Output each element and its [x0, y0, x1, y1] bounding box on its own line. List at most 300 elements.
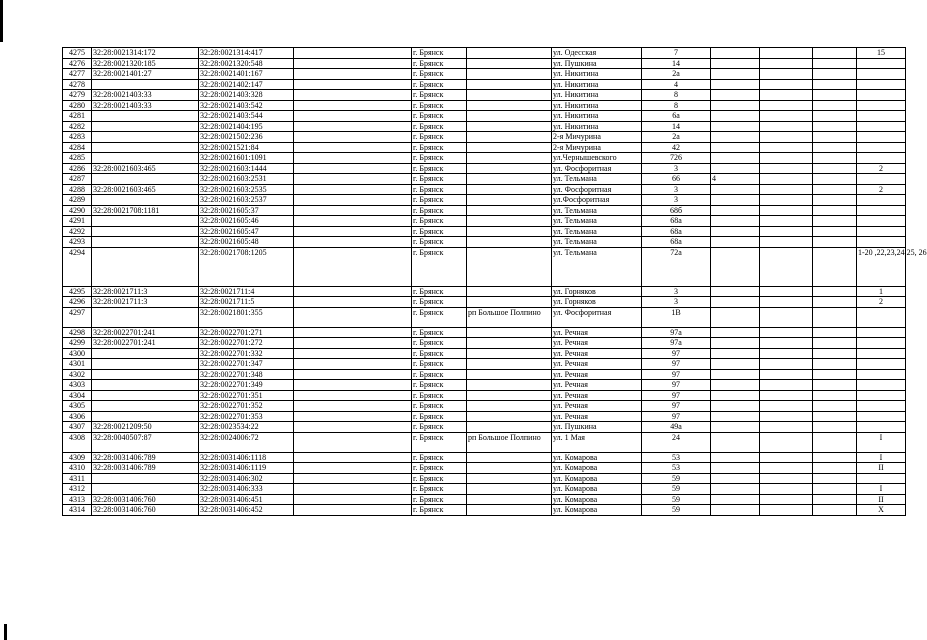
house-number-cell: 59	[642, 484, 711, 495]
house-number-cell: 68б	[642, 205, 711, 216]
apartment-cell	[857, 69, 906, 80]
building-cadastral-cell: 32:28:0021605:37	[199, 205, 294, 216]
building-cadastral-cell: 32:28:0022701:347	[199, 359, 294, 370]
building-cadastral-cell: 32:28:0021708:1205	[199, 247, 294, 286]
table-row	[63, 121, 906, 132]
table-row	[63, 48, 906, 59]
apartment-cell	[857, 307, 906, 327]
building-part-cell	[711, 90, 760, 101]
apartment-cell	[857, 359, 906, 370]
blank-cell	[294, 432, 412, 452]
blank-cell	[294, 359, 412, 370]
building-cadastral-cell: 32:28:0021711:4	[199, 286, 294, 297]
building-part-cell	[711, 473, 760, 484]
land-cadastral-cell: 32:28:0021711:3	[92, 297, 199, 308]
building-cadastral-cell: 32:28:0031406:452	[199, 505, 294, 516]
land-cadastral-cell: 32:28:0031406:789	[92, 463, 199, 474]
blank-cell	[813, 121, 857, 132]
building-cadastral-cell: 32:28:0024006:72	[199, 432, 294, 452]
blank-cell	[813, 142, 857, 153]
house-number-cell: 7	[642, 48, 711, 59]
building-cadastral-cell: 32:28:0021605:48	[199, 237, 294, 248]
blank-cell	[294, 153, 412, 164]
blank-cell	[760, 79, 813, 90]
blank-cell	[813, 463, 857, 474]
blank-cell	[813, 473, 857, 484]
apartment-cell	[857, 422, 906, 433]
settlement-cell	[467, 422, 552, 433]
land-cadastral-cell: 32:28:0031406:789	[92, 452, 199, 463]
building-cadastral-cell: 32:28:0021502:236	[199, 132, 294, 143]
building-cadastral-cell: 32:28:0022701:351	[199, 390, 294, 401]
building-part-cell	[711, 390, 760, 401]
blank-cell	[760, 307, 813, 327]
blank-cell	[294, 184, 412, 195]
street-cell: ул. Тельмана	[552, 205, 642, 216]
blank-cell	[813, 205, 857, 216]
blank-cell	[294, 142, 412, 153]
land-cadastral-cell	[92, 390, 199, 401]
settlement-cell: рп Большое Полпино	[467, 307, 552, 327]
blank-cell	[813, 195, 857, 206]
row-number-cell: 4300	[63, 348, 92, 359]
land-cadastral-cell	[92, 380, 199, 391]
table-row	[63, 411, 906, 422]
building-cadastral-cell: 32:28:0021403:328	[199, 90, 294, 101]
blank-cell	[813, 100, 857, 111]
city-cell: г. Брянск	[412, 401, 467, 412]
blank-cell	[294, 297, 412, 308]
land-cadastral-cell	[92, 369, 199, 380]
row-number-cell: 4306	[63, 411, 92, 422]
city-cell: г. Брянск	[412, 121, 467, 132]
blank-cell	[813, 153, 857, 164]
settlement-cell	[467, 463, 552, 474]
land-cadastral-cell	[92, 307, 199, 327]
city-cell: г. Брянск	[412, 338, 467, 349]
land-cadastral-cell	[92, 247, 199, 286]
building-cadastral-cell: 32:28:0022701:332	[199, 348, 294, 359]
blank-cell	[294, 452, 412, 463]
table-row	[63, 338, 906, 349]
house-number-cell: 97а	[642, 327, 711, 338]
street-cell: ул. Никитина	[552, 69, 642, 80]
table-row	[63, 505, 906, 516]
blank-cell	[813, 411, 857, 422]
street-cell: ул. Речная	[552, 411, 642, 422]
house-number-cell: 14	[642, 121, 711, 132]
row-number-cell: 4307	[63, 422, 92, 433]
land-cadastral-cell: 32:28:0022701:241	[92, 338, 199, 349]
street-cell: ул. Горняков	[552, 286, 642, 297]
blank-cell	[813, 422, 857, 433]
street-cell: ул. Пушкина	[552, 58, 642, 69]
house-number-cell: 49а	[642, 422, 711, 433]
building-part-cell	[711, 484, 760, 495]
row-number-cell: 4289	[63, 195, 92, 206]
apartment-cell	[857, 195, 906, 206]
blank-cell	[813, 226, 857, 237]
land-cadastral-cell: 32:28:0021603:465	[92, 163, 199, 174]
street-cell: ул. Комарова	[552, 452, 642, 463]
building-part-cell	[711, 432, 760, 452]
blank-cell	[760, 111, 813, 122]
table-row	[63, 390, 906, 401]
blank-cell	[294, 401, 412, 412]
settlement-cell	[467, 286, 552, 297]
land-cadastral-cell: 32:28:0031406:760	[92, 505, 199, 516]
table-row	[63, 297, 906, 308]
row-number-cell: 4295	[63, 286, 92, 297]
row-number-cell: 4277	[63, 69, 92, 80]
building-part-cell	[711, 307, 760, 327]
settlement-cell	[467, 163, 552, 174]
land-cadastral-cell	[92, 348, 199, 359]
blank-cell	[760, 422, 813, 433]
blank-cell	[760, 226, 813, 237]
table-row	[63, 369, 906, 380]
settlement-cell	[467, 142, 552, 153]
table-row	[63, 380, 906, 391]
street-cell: ул. Тельмана	[552, 216, 642, 227]
city-cell: г. Брянск	[412, 422, 467, 433]
table-row	[63, 484, 906, 495]
apartment-cell	[857, 237, 906, 248]
blank-cell	[294, 463, 412, 474]
settlement-cell	[467, 247, 552, 286]
street-cell: ул. Никитина	[552, 100, 642, 111]
land-cadastral-cell	[92, 142, 199, 153]
blank-cell	[294, 422, 412, 433]
building-part-cell	[711, 463, 760, 474]
city-cell: г. Брянск	[412, 473, 467, 484]
row-number-cell: 4305	[63, 401, 92, 412]
house-number-cell: 4	[642, 79, 711, 90]
left-edge-mark-top	[0, 0, 3, 42]
settlement-cell	[467, 111, 552, 122]
blank-cell	[294, 494, 412, 505]
settlement-cell	[467, 484, 552, 495]
apartment-cell	[857, 174, 906, 185]
settlement-cell	[467, 90, 552, 101]
blank-cell	[760, 484, 813, 495]
building-part-cell	[711, 359, 760, 370]
table-row	[63, 473, 906, 484]
land-cadastral-cell	[92, 132, 199, 143]
settlement-cell	[467, 473, 552, 484]
row-number-cell: 4299	[63, 338, 92, 349]
blank-cell	[813, 48, 857, 59]
blank-cell	[760, 327, 813, 338]
house-number-cell: 66	[642, 174, 711, 185]
land-cadastral-cell	[92, 484, 199, 495]
city-cell: г. Брянск	[412, 237, 467, 248]
building-part-cell	[711, 494, 760, 505]
apartment-cell: 1-20 ,22,23,24,25, 26	[857, 247, 906, 286]
street-cell: ул. Комарова	[552, 505, 642, 516]
table-row	[63, 463, 906, 474]
building-part-cell	[711, 422, 760, 433]
land-cadastral-cell	[92, 237, 199, 248]
building-part-cell: 4	[711, 174, 760, 185]
row-number-cell: 4276	[63, 58, 92, 69]
building-cadastral-cell: 32:28:0031406:1118	[199, 452, 294, 463]
house-number-cell: 726	[642, 153, 711, 164]
house-number-cell: 53	[642, 463, 711, 474]
settlement-cell	[467, 348, 552, 359]
house-number-cell: 6а	[642, 111, 711, 122]
land-cadastral-cell: 32:28:0021711:3	[92, 286, 199, 297]
row-number-cell: 4280	[63, 100, 92, 111]
house-number-cell: 8	[642, 100, 711, 111]
blank-cell	[294, 226, 412, 237]
building-part-cell	[711, 505, 760, 516]
apartment-cell	[857, 348, 906, 359]
building-part-cell	[711, 297, 760, 308]
settlement-cell	[467, 100, 552, 111]
building-cadastral-cell: 32:28:0021521:84	[199, 142, 294, 153]
building-part-cell	[711, 132, 760, 143]
building-part-cell	[711, 111, 760, 122]
land-cadastral-cell: 32:28:0021603:465	[92, 184, 199, 195]
table-row	[63, 452, 906, 463]
table-row	[63, 184, 906, 195]
house-number-cell: 97	[642, 411, 711, 422]
house-number-cell: 2а	[642, 69, 711, 80]
building-cadastral-cell: 32:28:0022701:353	[199, 411, 294, 422]
street-cell: ул. Речная	[552, 401, 642, 412]
blank-cell	[813, 452, 857, 463]
building-part-cell	[711, 411, 760, 422]
settlement-cell	[467, 184, 552, 195]
street-cell: ул. Речная	[552, 380, 642, 391]
blank-cell	[760, 401, 813, 412]
house-number-cell: 97а	[642, 338, 711, 349]
blank-cell	[760, 463, 813, 474]
settlement-cell	[467, 505, 552, 516]
blank-cell	[760, 216, 813, 227]
street-cell: ул. Речная	[552, 359, 642, 370]
building-part-cell	[711, 216, 760, 227]
row-number-cell: 4285	[63, 153, 92, 164]
row-number-cell: 4301	[63, 359, 92, 370]
blank-cell	[813, 359, 857, 370]
blank-cell	[813, 90, 857, 101]
city-cell: г. Брянск	[412, 452, 467, 463]
blank-cell	[294, 237, 412, 248]
blank-cell	[813, 174, 857, 185]
land-cadastral-cell	[92, 111, 199, 122]
blank-cell	[294, 338, 412, 349]
row-number-cell: 4304	[63, 390, 92, 401]
street-cell: ул. Речная	[552, 327, 642, 338]
street-cell: ул. Комарова	[552, 473, 642, 484]
blank-cell	[813, 79, 857, 90]
table-row	[63, 327, 906, 338]
table-row	[63, 174, 906, 185]
city-cell: г. Брянск	[412, 153, 467, 164]
house-number-cell: 68а	[642, 226, 711, 237]
blank-cell	[760, 90, 813, 101]
blank-cell	[760, 359, 813, 370]
city-cell: г. Брянск	[412, 297, 467, 308]
table-row	[63, 247, 906, 286]
blank-cell	[760, 174, 813, 185]
blank-cell	[760, 48, 813, 59]
row-number-cell: 4296	[63, 297, 92, 308]
building-cadastral-cell: 32:28:0021603:1444	[199, 163, 294, 174]
street-cell: ул. Одесская	[552, 48, 642, 59]
blank-cell	[294, 380, 412, 391]
street-cell: ул. Тельмана	[552, 237, 642, 248]
blank-cell	[813, 307, 857, 327]
row-number-cell: 4294	[63, 247, 92, 286]
blank-cell	[760, 390, 813, 401]
city-cell: г. Брянск	[412, 58, 467, 69]
blank-cell	[294, 69, 412, 80]
apartment-cell	[857, 121, 906, 132]
settlement-cell	[467, 411, 552, 422]
house-number-cell: 2а	[642, 132, 711, 143]
building-cadastral-cell: 32:28:0021711:5	[199, 297, 294, 308]
row-number-cell: 4292	[63, 226, 92, 237]
blank-cell	[760, 505, 813, 516]
table-row	[63, 226, 906, 237]
building-cadastral-cell: 32:28:0022701:272	[199, 338, 294, 349]
apartment-cell	[857, 79, 906, 90]
house-number-cell: 14	[642, 58, 711, 69]
house-number-cell: 68а	[642, 237, 711, 248]
building-part-cell	[711, 380, 760, 391]
city-cell: г. Брянск	[412, 505, 467, 516]
building-cadastral-cell: 32:28:0021404:195	[199, 121, 294, 132]
blank-cell	[760, 205, 813, 216]
blank-cell	[760, 380, 813, 391]
city-cell: г. Брянск	[412, 411, 467, 422]
row-number-cell: 4314	[63, 505, 92, 516]
building-part-cell	[711, 184, 760, 195]
apartment-cell: I	[857, 484, 906, 495]
building-part-cell	[711, 247, 760, 286]
row-number-cell: 4278	[63, 79, 92, 90]
building-part-cell	[711, 195, 760, 206]
building-cadastral-cell: 32:28:0021605:46	[199, 216, 294, 227]
building-cadastral-cell: 32:28:0021314:417	[199, 48, 294, 59]
city-cell: г. Брянск	[412, 48, 467, 59]
street-cell: 2-я Мичурина	[552, 132, 642, 143]
settlement-cell	[467, 205, 552, 216]
land-cadastral-cell: 32:28:0021403:33	[92, 100, 199, 111]
house-number-cell: 24	[642, 432, 711, 452]
street-cell: ул. Горняков	[552, 297, 642, 308]
settlement-cell	[467, 338, 552, 349]
street-cell: ул. 1 Мая	[552, 432, 642, 452]
row-number-cell: 4298	[63, 327, 92, 338]
apartment-cell	[857, 327, 906, 338]
blank-cell	[760, 369, 813, 380]
street-cell: ул. Никитина	[552, 90, 642, 101]
house-number-cell: 59	[642, 494, 711, 505]
left-edge-mark-bottom	[4, 624, 7, 640]
building-part-cell	[711, 286, 760, 297]
settlement-cell	[467, 69, 552, 80]
building-part-cell	[711, 153, 760, 164]
street-cell: ул. Никитина	[552, 79, 642, 90]
apartment-cell	[857, 216, 906, 227]
table-row	[63, 153, 906, 164]
apartment-cell: II	[857, 494, 906, 505]
row-number-cell: 4284	[63, 142, 92, 153]
blank-cell	[760, 297, 813, 308]
house-number-cell: 59	[642, 505, 711, 516]
table-row	[63, 100, 906, 111]
blank-cell	[760, 247, 813, 286]
street-cell: ул. Никитина	[552, 121, 642, 132]
building-cadastral-cell: 32:28:0031406:302	[199, 473, 294, 484]
house-number-cell: 3	[642, 184, 711, 195]
house-number-cell: 3	[642, 163, 711, 174]
house-number-cell: 72а	[642, 247, 711, 286]
land-cadastral-cell	[92, 411, 199, 422]
building-cadastral-cell: 32:28:0022701:271	[199, 327, 294, 338]
settlement-cell	[467, 132, 552, 143]
city-cell: г. Брянск	[412, 390, 467, 401]
apartment-cell	[857, 411, 906, 422]
land-cadastral-cell: 32:28:0021209:50	[92, 422, 199, 433]
building-cadastral-cell: 32:28:0031406:333	[199, 484, 294, 495]
city-cell: г. Брянск	[412, 286, 467, 297]
street-cell: ул. Фосфоритная	[552, 184, 642, 195]
apartment-cell: I	[857, 432, 906, 452]
city-cell: г. Брянск	[412, 184, 467, 195]
table-row	[63, 69, 906, 80]
city-cell: г. Брянск	[412, 90, 467, 101]
building-part-cell	[711, 226, 760, 237]
city-cell: г. Брянск	[412, 79, 467, 90]
row-number-cell: 4290	[63, 205, 92, 216]
apartment-cell: X	[857, 505, 906, 516]
house-number-cell: 97	[642, 359, 711, 370]
blank-cell	[760, 473, 813, 484]
settlement-cell	[467, 369, 552, 380]
street-cell: ул. Фосфоритная	[552, 163, 642, 174]
apartment-cell	[857, 380, 906, 391]
table-row	[63, 216, 906, 227]
settlement-cell	[467, 237, 552, 248]
blank-cell	[294, 247, 412, 286]
blank-cell	[760, 237, 813, 248]
row-number-cell: 4312	[63, 484, 92, 495]
settlement-cell: рп Большое Полпино	[467, 432, 552, 452]
blank-cell	[294, 505, 412, 516]
blank-cell	[760, 348, 813, 359]
blank-cell	[294, 473, 412, 484]
row-number-cell: 4288	[63, 184, 92, 195]
apartment-cell	[857, 111, 906, 122]
table-row	[63, 359, 906, 370]
building-cadastral-cell: 32:28:0022701:348	[199, 369, 294, 380]
building-cadastral-cell: 32:28:0031406:1119	[199, 463, 294, 474]
house-number-cell: 1В	[642, 307, 711, 327]
blank-cell	[813, 247, 857, 286]
settlement-cell	[467, 401, 552, 412]
city-cell: г. Брянск	[412, 380, 467, 391]
apartment-cell	[857, 369, 906, 380]
row-number-cell: 4279	[63, 90, 92, 101]
table-row	[63, 432, 906, 452]
apartment-cell	[857, 390, 906, 401]
blank-cell	[813, 297, 857, 308]
